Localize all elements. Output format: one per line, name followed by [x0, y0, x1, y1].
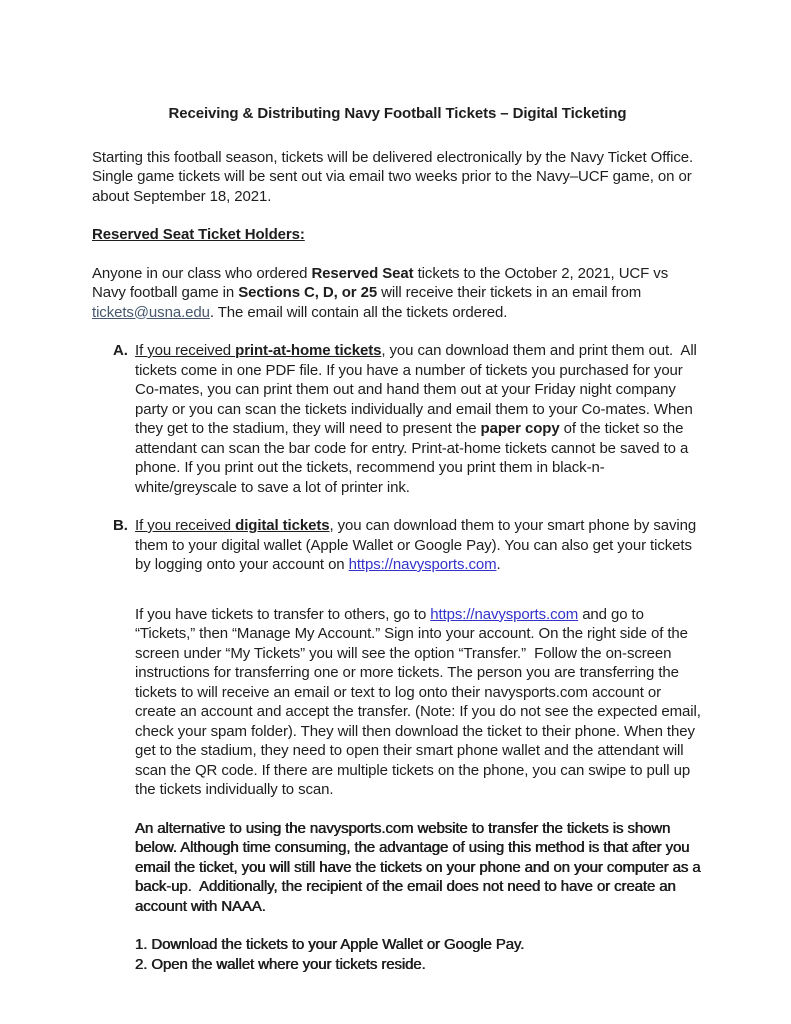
step-1-text: 1. Download the tickets to your Apple Wallet or Google Pay. [135, 936, 525, 953]
intro-paragraph [92, 148, 703, 207]
reserved-seat-paragraph-text: Anyone in our class who ordered [92, 264, 312, 282]
item-b-text: If you received [135, 517, 236, 534]
transfer-paragraph-text: and go to “Tickets,” then “Manage My Account.” Sign into your account. On the right side of the screen under “My Tickets” you will see the option “Transfer.” Follow the on-screen instructions for transferring one or more tickets. The person you are transferring the tickets to will receive an email or text to log onto their navysports.com account or create an account and accept the transfer. (Note: If you do not see the expected email, check your spam folder). They will then download the ticket to their phone. When they get to the stadium, they need to open their smart phone wallet and the attendant will scan the QR code. If there are multiple tickets on the phone, you can swipe to pull up the tickets individually to scan. [135, 605, 705, 798]
item-b-text: . [496, 556, 501, 573]
document-title [92, 104, 703, 124]
reserved-seat-heading-text: Reserved Seat Ticket Holders: [92, 226, 305, 243]
item-b [113, 516, 703, 575]
item-b-marker: B. [113, 517, 128, 534]
reserved-seat-paragraph-text: Reserved Seat [311, 264, 414, 282]
item-b-text: , you can download them to your smart phone by saving them to your digital wallet (Apple Wallet or Google Pay). You can also get your tickets by logging onto your account on [135, 517, 701, 573]
document-title-text: Receiving & Distributing Navy Football Tickets – Digital Ticketing [168, 105, 627, 122]
usna-email-link[interactable]: tickets@usna.edu [92, 303, 210, 321]
item-b-text: digital tickets [235, 517, 330, 534]
step-1 [135, 935, 703, 955]
navysports-link-1[interactable]: https://navysports.com [348, 556, 497, 573]
step-2-text: 2. Open the wallet where your tickets reside. [135, 955, 426, 973]
navysports-link-2[interactable]: https://navysports.com [430, 605, 579, 623]
item-a-text: If you received [135, 342, 236, 359]
item-a-text: of the ticket so the attendant can scan the bar code for entry. Print-at-home tickets cannot be saved to a phone. If you print out the tickets, recommend you print them in black-n-white/greyscale to save a lot of printer ink. [135, 420, 693, 496]
intro-paragraph-text: Starting this football season, tickets will be delivered electronically by the Navy Ticket Office. Single game tickets will be sent out via email two weeks prior to the Navy–UCF game, on or about September 18, 2021. [92, 148, 702, 205]
reserved-seat-paragraph-text: will receive their tickets in an email from [377, 284, 646, 301]
item-a-text: paper copy [480, 420, 560, 437]
item-a-content [135, 341, 703, 497]
item-a-text: , you can download them and print them out. All tickets come in one PDF file. If you have a number of tickets you purchased for your Co-mates, you can print them out and hand them out at your Friday night company party or you can scan the tickets individually and email them to your Co-mates. When they get to the stadium, they will need to present the [135, 342, 701, 437]
reserved-seat-paragraph [92, 264, 703, 323]
transfer-paragraph [135, 605, 703, 800]
alternative-paragraph [135, 819, 703, 917]
reserved-seat-paragraph-text: tickets to the October 2, 2021, UCF vs Navy football game in [92, 264, 673, 301]
reserved-seat-paragraph-text: Sections C, D, or 25 [238, 284, 378, 301]
item-a [113, 341, 703, 497]
item-a-text: print-at-home tickets [235, 342, 382, 359]
item-b-content [135, 516, 703, 575]
step-2 [135, 955, 703, 975]
alternative-paragraph-text: An alternative to using the navysports.com website to transfer the tickets is shown below. Although time consuming, the advantage of using this method is that after you email the ticket, you will still have the tickets on your phone and on your computer as a back-up. Additionally, the recipient of the email does not need to have or create an account with NAAA. [135, 819, 705, 915]
reserved-seat-heading [92, 225, 703, 245]
reserved-seat-paragraph-text: . The email will contain all the tickets ordered. [209, 303, 508, 321]
item-a-marker: A. [113, 342, 128, 359]
transfer-paragraph-text: If you have tickets to transfer to others, go to [135, 605, 431, 623]
